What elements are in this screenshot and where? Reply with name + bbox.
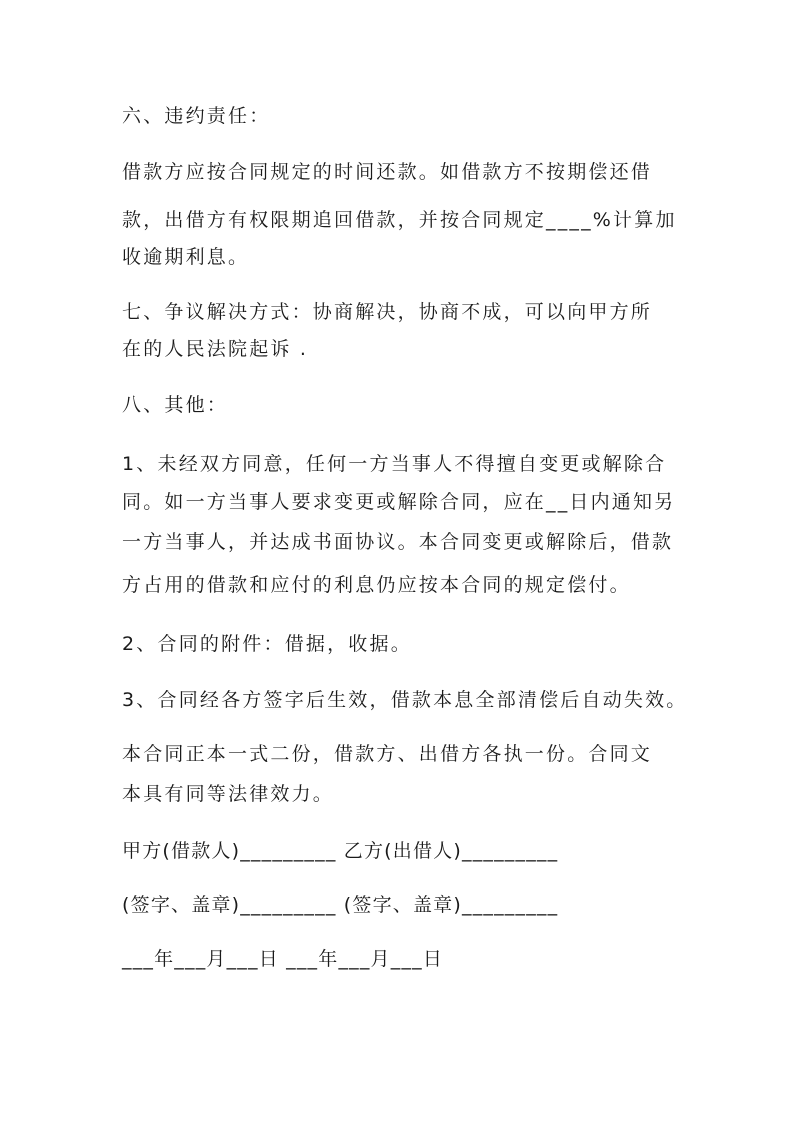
party-signature-line: 甲方(借款人)_________ 乙方(出借人)_________ — [122, 840, 559, 862]
section-7-text-line-1: 七、争议解决方式：协商解决，协商不成，可以向甲方所 — [122, 301, 653, 323]
clause-1-line-1: 1、未经双方同意，任何一方当事人不得擅自变更或解除合 — [122, 453, 667, 475]
clause-1-line-4: 方占用的借款和应付的利息仍应按本合同的规定偿付。 — [122, 574, 631, 596]
section-6-text-line-1: 借款方应按合同规定的时间还款。如借款方不按期偿还借 — [122, 161, 653, 183]
section-8-heading: 八、其他： — [122, 394, 229, 416]
seal-signature-line: (签字、盖章)_________ (签字、盖章)_________ — [122, 894, 559, 916]
section-6-text-line-3: 收逾期利息。 — [122, 246, 250, 268]
copies-line-2: 本具有同等法律效力。 — [122, 783, 335, 805]
section-6-text-line-2: 款，出借方有权限期追回借款，并按合同规定____%计算加 — [122, 209, 677, 231]
clause-3-line: 3、合同经各方签字后生效，借款本息全部清偿后自动失效。 — [122, 689, 688, 711]
clause-1-line-3: 一方当事人，并达成书面协议。本合同变更或解除后，借款 — [122, 531, 674, 553]
copies-line-1: 本合同正本一式二份，借款方、出借方各执一份。合同文 — [122, 743, 653, 765]
date-line: ___年___月___日 ___年___月___日 — [122, 948, 444, 970]
section-6-heading: 六、违约责任： — [122, 105, 271, 127]
clause-2-line: 2、合同的附件：借据，收据。 — [122, 633, 412, 655]
clause-1-line-2: 同。如一方当事人要求变更或解除合同，应在__日内通知另 — [122, 491, 676, 513]
section-7-text-line-2: 在的人民法院起诉 . — [122, 338, 309, 360]
